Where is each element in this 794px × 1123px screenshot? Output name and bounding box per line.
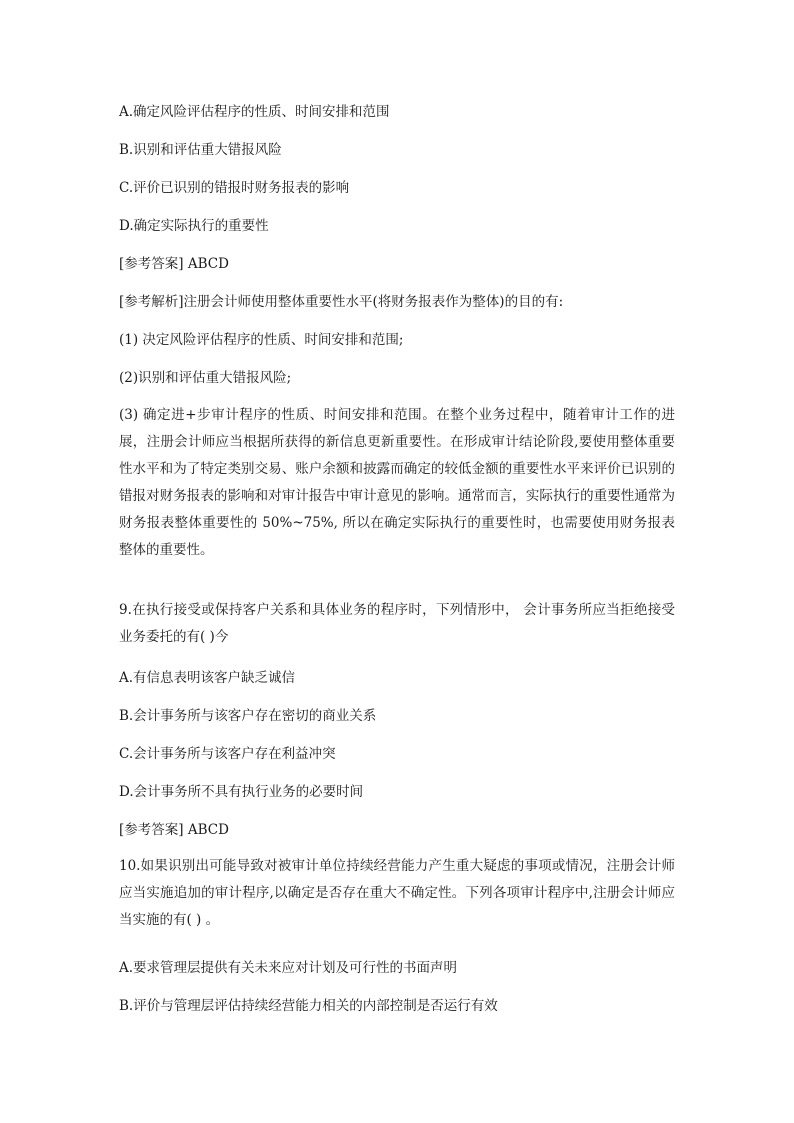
q9-option-d: D.会计事务所不具有执行业务的必要时间: [119, 784, 364, 800]
q9-option-c: C.会计事务所与该客户存在利益冲突: [119, 746, 336, 762]
q9-option-a: A.有信息表明该客户缺乏诚信: [119, 670, 296, 686]
q9-option-b: B.会计事务所与该客户存在密切的商业关系: [119, 708, 377, 724]
q8-option-b: B.识别和评估重大错报风险: [119, 142, 282, 158]
q8-analysis-point-3: (3) 确定进+步审计程序的性质、时间安排和范围。在整个业务过程中，随着审计工作的进展，注册会计师应当根据所获得的新信息更新重要性。在形成审计结论阶段,要使用整体重要性水平和为了特定类别交易、账户余额和披露而确定的较低金额的重要性水平来评价已识别的错报对财务报表的影响和对审计报告中审计意见的影响。通常而言，实际执行的重要性通常为财务报表整体重要性的 50%~75%, 所以在确定实际执行的重要性时，也需要使用财务报表整体的重要性。: [119, 407, 675, 558]
q9-answer: [参考答案] ABCD: [119, 822, 229, 838]
q8-option-c: C.评价已识别的错报时财务报表的影响: [119, 180, 350, 196]
q9-question: 9.在执行接受或保持客户关系和具体业务的程序时，下列情形中， 会计事务所应当拒绝接受业务委托的有( )今: [119, 602, 675, 645]
q10-option-a: A.要求管理层提供有关未来应对计划及可行性的书面声明: [119, 960, 458, 976]
q8-analysis-point-1: (1) 决定风险评估程序的性质、时间安排和范围;: [119, 332, 404, 348]
q8-option-d: D.确定实际执行的重要性: [119, 218, 269, 234]
q8-analysis-intro: [参考解析]注册会计师使用整体重要性水平(将财务报表作为整体)的目的有:: [119, 294, 564, 310]
q8-option-a: A.确定风险评估程序的性质、时间安排和范围: [119, 104, 390, 120]
q8-analysis-point-2: (2)识别和评估重大错报风险;: [119, 370, 292, 386]
q10-question: 10.如果识别出可能导致对被审计单位持续经营能力产生重大疑虑的事项或情况，注册会计师应当实施追加的审计程序,以确定是否存在重大不确定性。下列各项审计程序中,注册会计师应当实施的有( ) 。: [119, 858, 675, 928]
q10-option-b: B.评价与管理层评估持续经营能力相关的内部控制是否运行有效: [119, 998, 498, 1014]
q8-answer: [参考答案] ABCD: [119, 256, 229, 272]
